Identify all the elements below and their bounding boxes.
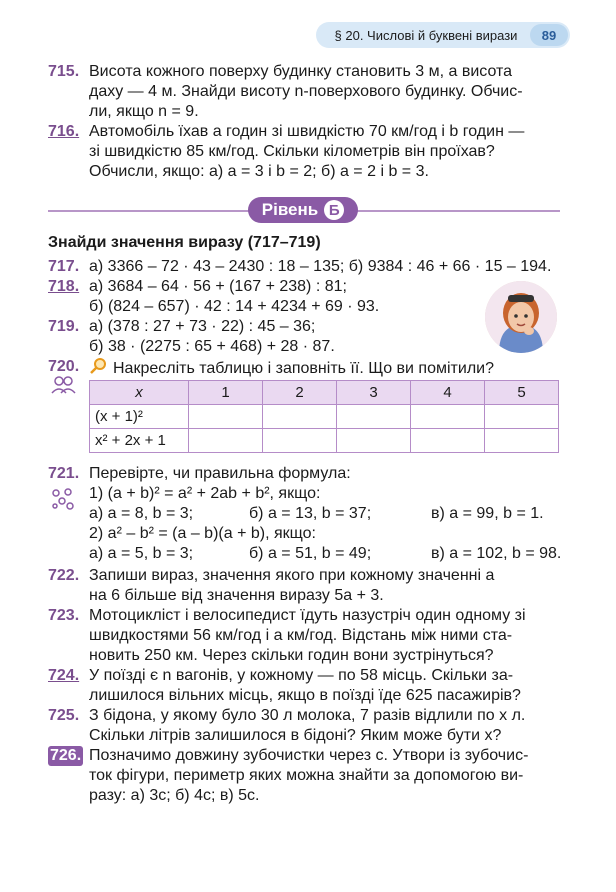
table-720 — [89, 380, 559, 453]
problem-number: 716. — [48, 123, 80, 140]
level-letter: Б — [324, 200, 344, 220]
table-header-cell: 4 — [411, 381, 485, 405]
problem-text: а) 3366 – 72 · 43 – 2430 : 18 – 135; б) 9384 : 46 + 66 · 15 – 194. — [89, 258, 552, 275]
table-header-cell: 3 — [337, 381, 411, 405]
problem-text: Висота кожного поверху будинку становить 3 м, а висота — [89, 63, 513, 80]
page-number: 89 — [530, 24, 568, 46]
table-cell — [337, 405, 411, 429]
table-header-cell: 2 — [263, 381, 337, 405]
table-cell — [485, 429, 559, 453]
table-row — [90, 405, 559, 429]
option-b: б) a = 13, b = 37; — [249, 505, 372, 522]
problem-726 — [48, 746, 562, 806]
table-cell — [485, 405, 559, 429]
problem-724 — [48, 666, 562, 706]
problem-number: 715. — [48, 63, 80, 80]
option-b: б) a = 51, b = 49; — [249, 545, 372, 562]
page-header — [316, 22, 570, 48]
problem-text: ток фігури, периметр яких можна знайти за допомогою ви- — [89, 767, 524, 784]
problem-text: на 6 більше від значення виразу 5a + 3. — [89, 587, 384, 604]
problem-text: лишилося вільних місць, якщо в поїзді їде 625 пасажирів? — [89, 687, 521, 704]
table-cell — [411, 429, 485, 453]
problem-text: б) (824 – 657) · 42 : 14 + 4234 + 69 · 93. — [89, 298, 380, 315]
magnifier-icon — [89, 357, 109, 381]
problem-text: швидкостями 56 км/год і a км/год. Відстань між ними ста- — [89, 627, 513, 644]
problem-text: зі швидкістю 85 км/год. Скільки кілометрів він проїхав? — [89, 143, 495, 160]
problem-723 — [48, 606, 562, 666]
problem-716 — [48, 122, 562, 182]
problem-721 — [48, 464, 562, 564]
table-cell — [189, 405, 263, 429]
girl-illustration — [485, 281, 557, 353]
table-header-cell: x — [90, 381, 189, 405]
problem-text: б) 38 · (2275 : 65 + 468) + 28 · 87. — [89, 338, 335, 355]
problem-text: Перевірте, чи правильна формула: — [89, 465, 351, 482]
problem-text: З бідона, у якому було 30 л молока, 7 разів відлили по x л. — [89, 707, 526, 724]
pair-work-icon — [50, 375, 78, 400]
option-c: в) a = 99, b = 1. — [431, 505, 544, 522]
problem-text: 2) a² – b² = (a – b)(a + b), якщо: — [89, 525, 316, 542]
problem-text: Мотоцикліст і велосипедист їдуть назустріч один одному зі — [89, 607, 526, 624]
option-a: а) a = 5, b = 3; — [89, 545, 194, 562]
problem-number: 725. — [48, 707, 80, 724]
level-label: Рівень — [261, 200, 319, 219]
problem-number: 719. — [48, 318, 80, 335]
problem-text: ли, якщо n = 9. — [89, 103, 199, 120]
problem-number: 718. — [48, 278, 80, 295]
problem-text: Накресліть таблицю і заповніть її. Що ви помітили? — [113, 360, 494, 377]
problem-text: Запиши вираз, значення якого при кожному значенні a — [89, 567, 495, 584]
table-cell — [263, 429, 337, 453]
problem-text: Обчисли, якщо: а) a = 3 і b = 2; б) a = 2 і b = 3. — [89, 163, 429, 180]
molecule-icon — [50, 487, 76, 516]
table-row — [90, 429, 559, 453]
problem-number: 720. — [48, 358, 80, 375]
problem-text: даху — 4 м. Знайди висоту n-поверхового будинку. Обчис- — [89, 83, 523, 100]
problem-725 — [48, 706, 562, 746]
table-row-label: (x + 1)² — [90, 405, 189, 429]
problem-number: 722. — [48, 567, 80, 584]
section-title: § 20. Числові й буквені вирази — [334, 27, 518, 43]
table-cell — [263, 405, 337, 429]
option-a: а) a = 8, b = 3; — [89, 505, 194, 522]
table-row-label: x² + 2x + 1 — [90, 429, 189, 453]
problem-text: Позначимо довжину зубочистки через c. Утвори із зубочис- — [89, 747, 529, 764]
problem-number: 726. — [50, 747, 82, 764]
table-header-row — [90, 381, 559, 405]
problem-text: а) (378 : 27 + 73 · 22) : 45 – 36; — [89, 318, 316, 335]
task-heading: Знайди значення виразу (717–719) — [48, 234, 321, 251]
table-cell — [337, 429, 411, 453]
problem-text: У поїзді є n вагонів, у кожному — по 58 місць. Скільки за- — [89, 667, 514, 684]
table-header-cell: 1 — [189, 381, 263, 405]
problem-text: Автомобіль їхав a годин зі швидкістю 70 км/год і b годин — — [89, 123, 525, 140]
problem-717 — [48, 257, 562, 277]
problem-text: 1) (a + b)² = a² + 2ab + b², якщо: — [89, 485, 321, 502]
problem-text: Скільки літрів залишилося в бідоні? Яким може бути x? — [89, 727, 502, 744]
option-c: в) a = 102, b = 98. — [431, 545, 562, 562]
table-header-cell: 5 — [485, 381, 559, 405]
problem-text: разу: а) 3c; б) 4c; в) 5c. — [89, 787, 260, 804]
problem-number: 724. — [48, 667, 80, 684]
problem-number: 717. — [48, 258, 80, 275]
problem-number: 721. — [48, 465, 80, 482]
problem-715 — [48, 62, 562, 122]
table-cell — [189, 429, 263, 453]
problem-720 — [48, 357, 562, 381]
problem-number: 723. — [48, 607, 80, 624]
problem-text: новить 250 км. Через скільки годин вони зустрінуться? — [89, 647, 494, 664]
problem-text: а) 3684 – 64 · 56 + (167 + 238) : 81; — [89, 278, 347, 295]
problem-722 — [48, 566, 562, 606]
table-cell — [411, 405, 485, 429]
level-badge — [248, 197, 358, 223]
